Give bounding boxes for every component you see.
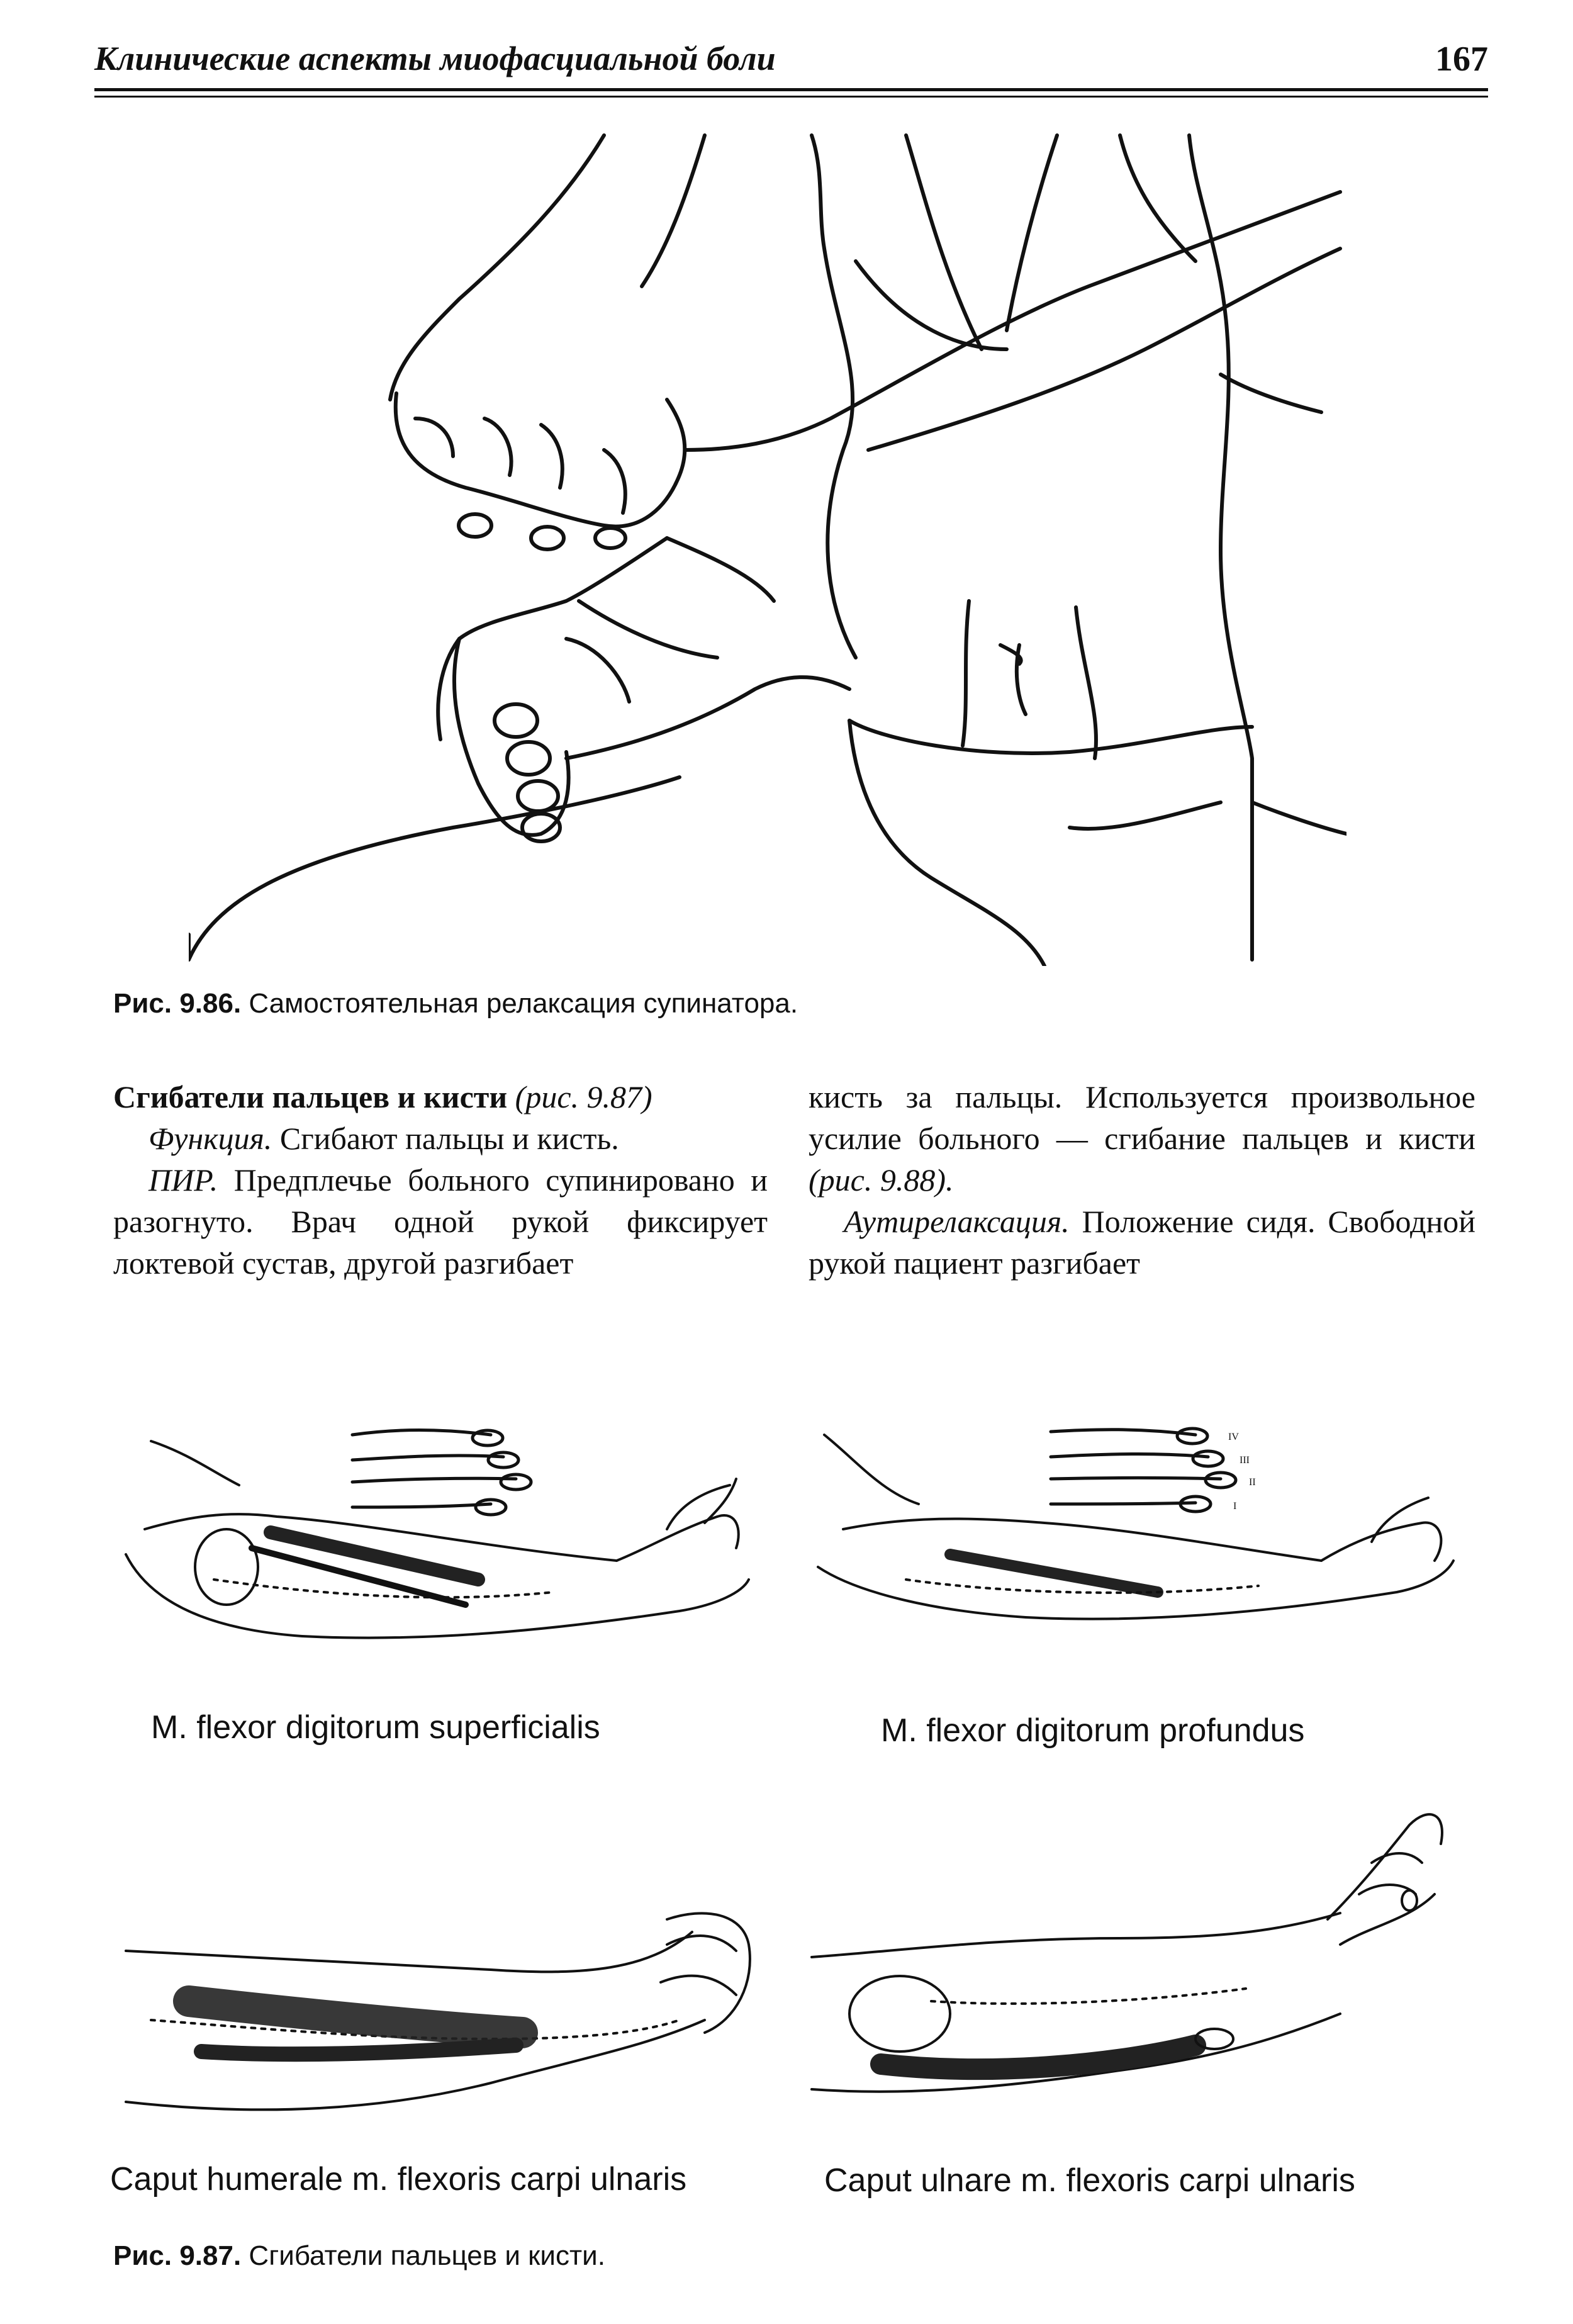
running-title: Клинические аспекты миофасциальной боли	[94, 40, 776, 77]
auto-text: Положение сидя. Свободной рукой пациент разгибает	[809, 1204, 1476, 1281]
panel-2-illustration	[805, 1403, 1460, 1699]
panel-4-illustration	[805, 1787, 1466, 2140]
panel-4-label: Caput ulnare m. flexoris carpi ulnaris	[824, 2162, 1355, 2199]
pir-label: ПИР.	[148, 1162, 218, 1198]
finger-mark-ii: II	[1249, 1477, 1256, 1488]
section-heading-ref: (рис. 9.87)	[515, 1079, 652, 1114]
panel-1-illustration	[113, 1403, 761, 1699]
continued-ref: (рис. 9.88).	[809, 1162, 954, 1198]
function-text: Сгибают пальцы и кисть.	[279, 1121, 619, 1156]
panel-3-illustration	[113, 1894, 768, 2146]
page-number: 167	[1435, 40, 1488, 79]
function-label: Функция.	[148, 1121, 272, 1156]
header-rule	[94, 88, 1488, 91]
text-column-left	[113, 1076, 768, 1284]
auto-paragraph	[809, 1201, 1475, 1284]
pir-text: Предплечье больного супинировано и разогнуто. Врач одной рукой фиксирует локтевой сустав, другой разгибает	[113, 1162, 768, 1281]
figure-986-label: Рис. 9.86.	[113, 988, 242, 1019]
panel-1-label: M. flexor digitorum superficialis	[151, 1709, 600, 1746]
figure-987-caption-text: Сгибатели пальцев и кисти.	[249, 2240, 605, 2271]
figure-986-caption	[113, 988, 798, 1019]
panel-2-label: M. flexor digitorum profundus	[881, 1712, 1305, 1749]
continued-text: кисть за пальцы. Используется произвольное усилие больного — сгибание пальцев и кисти	[809, 1079, 1475, 1156]
header-rule-thin	[94, 96, 1488, 98]
figure-986-illustration	[189, 123, 1346, 966]
function-paragraph	[113, 1118, 768, 1159]
finger-mark-iii: III	[1240, 1455, 1250, 1466]
finger-mark-i: I	[1233, 1501, 1237, 1512]
running-header	[94, 25, 1488, 120]
continued-paragraph	[809, 1076, 1475, 1201]
figure-987-caption	[113, 2240, 605, 2272]
pir-paragraph	[113, 1159, 768, 1284]
figure-987-label: Рис. 9.87.	[113, 2240, 242, 2271]
text-column-right	[809, 1076, 1475, 1284]
figure-986-caption-text: Самостоятельная релаксация супинатора.	[249, 988, 798, 1019]
finger-mark-iv: IV	[1228, 1432, 1239, 1442]
auto-label: Аутирелаксация.	[844, 1204, 1070, 1239]
section-heading-text: Сгибатели пальцев и кисти	[113, 1079, 508, 1114]
section-heading	[113, 1076, 768, 1118]
panel-3-label: Caput humerale m. flexoris carpi ulnaris	[110, 2161, 687, 2198]
